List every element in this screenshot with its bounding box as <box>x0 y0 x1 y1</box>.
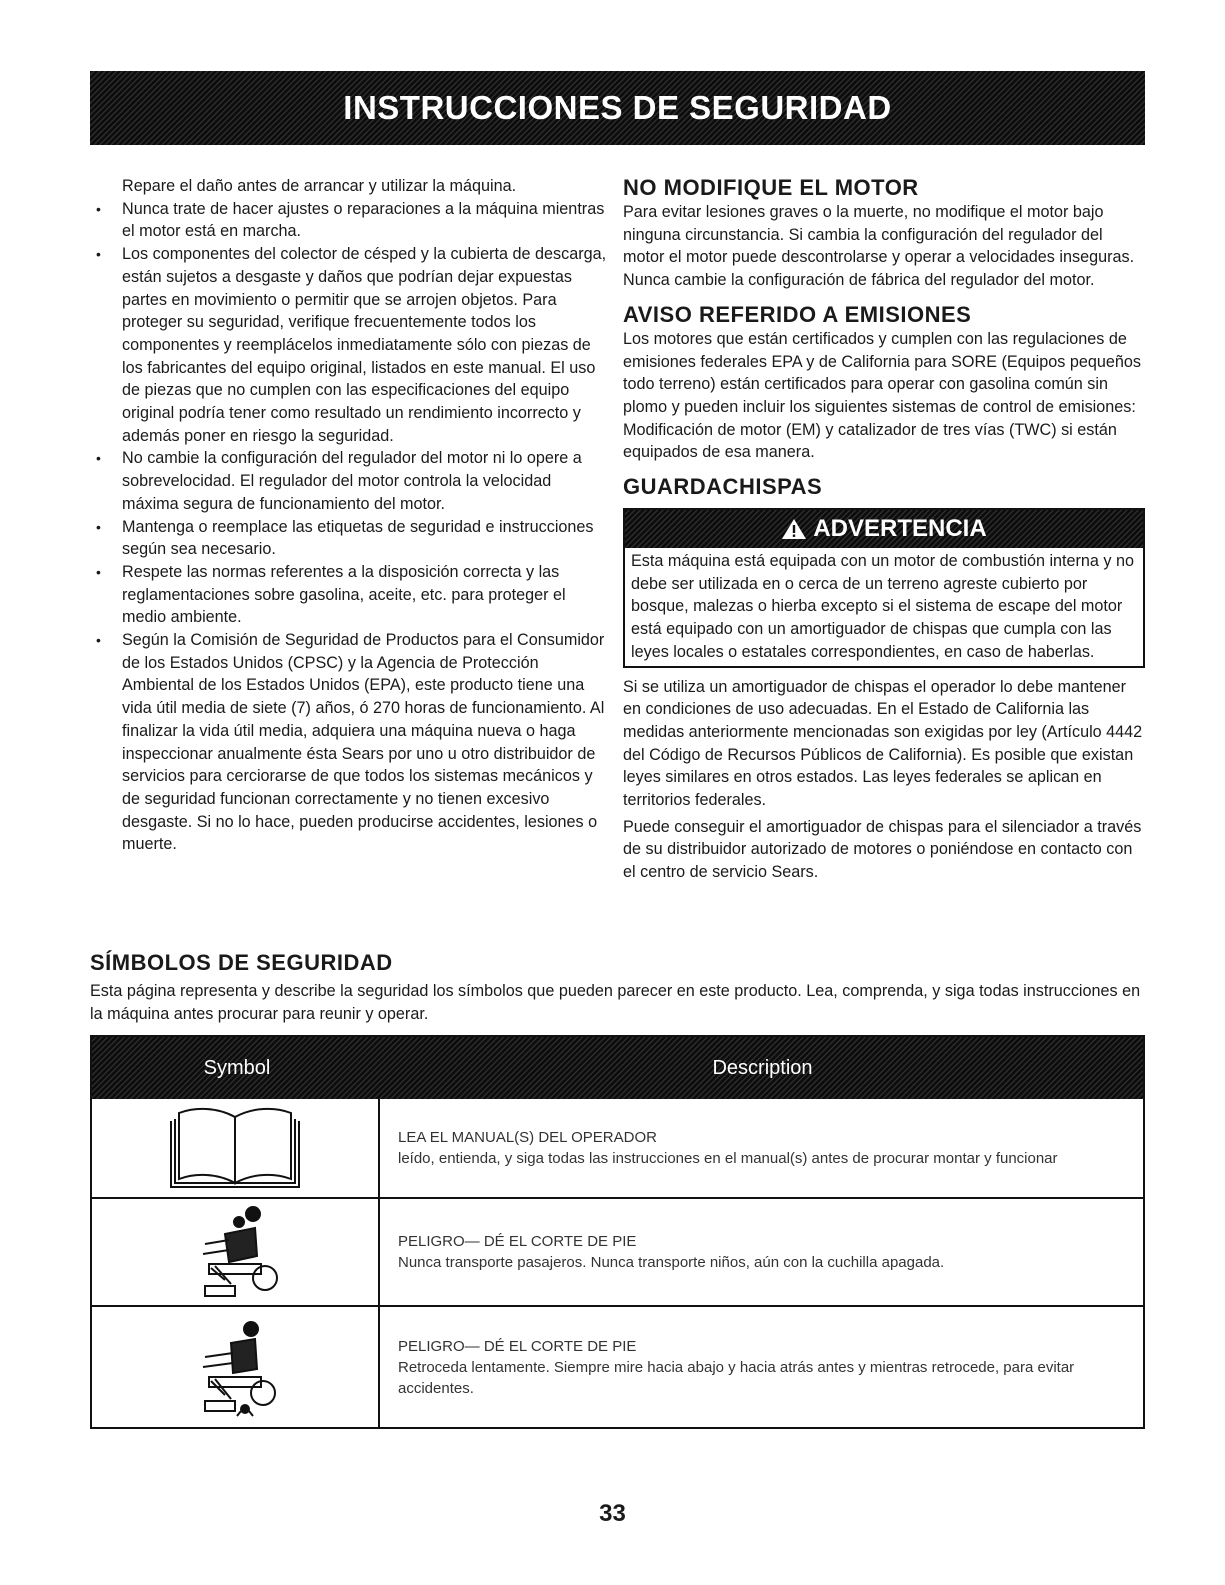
list-item: • Los componentes del colector de césped y la cubierta de descarga, están sujetos a desgaste y daños que podrían dejar expuestas partes en movimiento o permitir que se arrojen objetos. Para proteger su seguridad, verifique frecuentemente todos los componentes y reemplácelos inmediatamente sólo con piezas de los fabricantes del equipo original, listados en este manual. El uso de piezas que no cumplen con las especificaciones del equipo original podría tener como resultado un rendimiento incorrecto y además poner en riesgo la seguridad. <box>96 245 607 445</box>
bullet-icon: • <box>96 563 101 580</box>
section-heading-guardachispas: GUARDACHISPAS <box>623 474 823 500</box>
section-heading-motor: NO MODIFIQUE EL MOTOR <box>623 175 919 200</box>
symbol-cell <box>92 1199 380 1305</box>
guardachispas-paragraph-1: Si se utiliza un amortiguador de chispas el operador lo debe mantener en condiciones de uso adecuadas. En el Estado de California las medidas anteriormente mencionadas son exigidas por ley (Artículo 4442 del Código de Recursos Públicos de California). Es posible que existan leyes similares en otros estados. Las leyes federales se aplican en territorios federales. <box>623 677 1143 810</box>
symbol-description: Nunca transporte pasajeros. Nunca transporte niños, aún con la cuchilla apagada. <box>398 1254 945 1271</box>
symbols-table <box>90 1035 1145 1429</box>
open-manual-icon <box>165 1105 305 1191</box>
warning-text: Esta máquina está equipada con un motor de combustión interna y no debe ser utilizada en o cerca de un terreno agreste cubierto por bosque, malezas o hierba excepto si el sistema de escape del motor está equipado con un amortiguador de chispas que cumpla con las leyes locales o estatales correspondientes, en caso de haberlas. <box>631 552 1135 661</box>
bullet-icon: • <box>96 632 101 649</box>
table-header <box>92 1037 1143 1099</box>
symbols-section <box>90 950 1145 1025</box>
reverse-caution-icon <box>185 1317 285 1417</box>
description-cell <box>380 1199 1143 1305</box>
list-item: • Respete las normas referentes a la disposición correcta y las reglamentaciones sobre gasolina, aceite, etc. para proteger el medio ambiente. <box>96 562 566 627</box>
description-cell <box>380 1099 1143 1197</box>
bullet-icon: • <box>96 246 101 263</box>
right-column <box>623 175 1145 884</box>
left-column <box>96 175 611 856</box>
guardachispas-paragraph-2: Puede conseguir el amortiguador de chispas para el silenciador a través de su distribuidor autorizado de motores o poniéndose en contacto con el centro de servicio Sears. <box>623 817 1142 882</box>
symbol-description: Retroceda lentamente. Siempre mire hacia abajo y hacia atrás antes y mientras retrocede, para evitar accidentes. <box>398 1358 1075 1397</box>
table-row <box>92 1305 1143 1427</box>
symbol-cell <box>92 1307 380 1427</box>
symbols-intro: Esta página representa y describe la seguridad los símbolos que pueden parecer en este producto. Lea, comprenda, y siga todas instrucciones en la máquina antes procurar para reunir y operar. <box>90 982 1141 1023</box>
page-title: INSTRUCCIONES DE SEGURIDAD <box>343 89 892 126</box>
section-banner <box>90 71 1145 145</box>
symbol-heading: PELIGRO— DÉ EL CORTE DE PIE <box>398 1233 637 1250</box>
symbol-cell <box>92 1099 380 1197</box>
bullet-icon: • <box>96 200 101 217</box>
bullet-icon: • <box>96 518 101 535</box>
column-header-symbol: Symbol <box>203 1056 271 1079</box>
table-row <box>92 1197 1143 1305</box>
warning-triangle-icon <box>781 518 807 540</box>
list-item: • No cambie la configuración del regulador del motor ni lo opere a sobrevelocidad. El regulador del motor controla la velocidad máxima segura de funcionamiento del motor. <box>96 449 582 513</box>
symbol-heading: PELIGRO— DÉ EL CORTE DE PIE <box>398 1337 637 1355</box>
symbol-description: leído, entienda, y siga todas las instrucciones en el manual(s) antes de procurar montar y funcionar <box>398 1150 1058 1167</box>
symbols-heading: SÍMBOLOS DE SEGURIDAD <box>90 950 393 975</box>
motor-paragraph: Para evitar lesiones graves o la muerte, no modifique el motor bajo ninguna circunstancia. Si cambia la configuración del regulador del motor el motor puede descontrolarse y operar a velocidades inseguras. Nunca cambie la configuración de fábrica del regulador del motor. <box>623 203 1135 290</box>
list-item: • Mantenga o reemplace las etiquetas de seguridad e instrucciones según sea necesario. <box>96 517 594 559</box>
bullet-icon: • <box>96 450 101 467</box>
intro-text: Repare el daño antes de arrancar y utilizar la máquina. <box>122 177 517 195</box>
list-item: • Nunca trate de hacer ajustes o reparaciones a la máquina mientras el motor está en marcha. <box>96 199 605 241</box>
page-number: 33 <box>599 1500 626 1527</box>
section-heading-emisiones: AVISO REFERIDO A EMISIONES <box>623 301 972 327</box>
description-cell <box>380 1307 1143 1427</box>
warning-title: ADVERTENCIA <box>813 514 987 542</box>
warning-header <box>625 510 1143 548</box>
table-row <box>92 1099 1143 1197</box>
column-header-description: Description <box>712 1056 813 1079</box>
symbol-heading: LEA EL MANUAL(S) DEL OPERADOR <box>398 1129 657 1146</box>
no-passengers-icon <box>185 1204 285 1300</box>
emisiones-paragraph: Los motores que están certificados y cumplen con las regulaciones de emisiones federales EPA y de California para SORE (Equipos pequeños todo terreno) están certificados para operar con gasolina común sin plomo y pueden incluir los siguientes sistemas de control de emisiones: Modificación de motor (EM) y catalizador de tres vías (TWC) si están equipados de esa manera. <box>623 329 1141 462</box>
warning-box <box>623 508 1145 668</box>
list-item: • Según la Comisión de Seguridad de Productos para el Consumidor de los Estados Unidos (CPSC) y la Agencia de Protección Ambiental de los Estados Unidos (EPA), este producto tiene una vida útil media de siete (7) años, ó 270 horas de funcionamiento. Al finalizar la vida útil media, adquiera una máquina nueva o haga inspeccionar anualmente ésta Sears por uno u otro distribuidor de servicios para cerciorarse de que todos los sistemas mecánicos y de seguridad funcionan correctamente y no tienen excesivo desgaste. Si no lo hace, pueden producirse accidentes, lesiones o muerte. <box>96 631 605 854</box>
